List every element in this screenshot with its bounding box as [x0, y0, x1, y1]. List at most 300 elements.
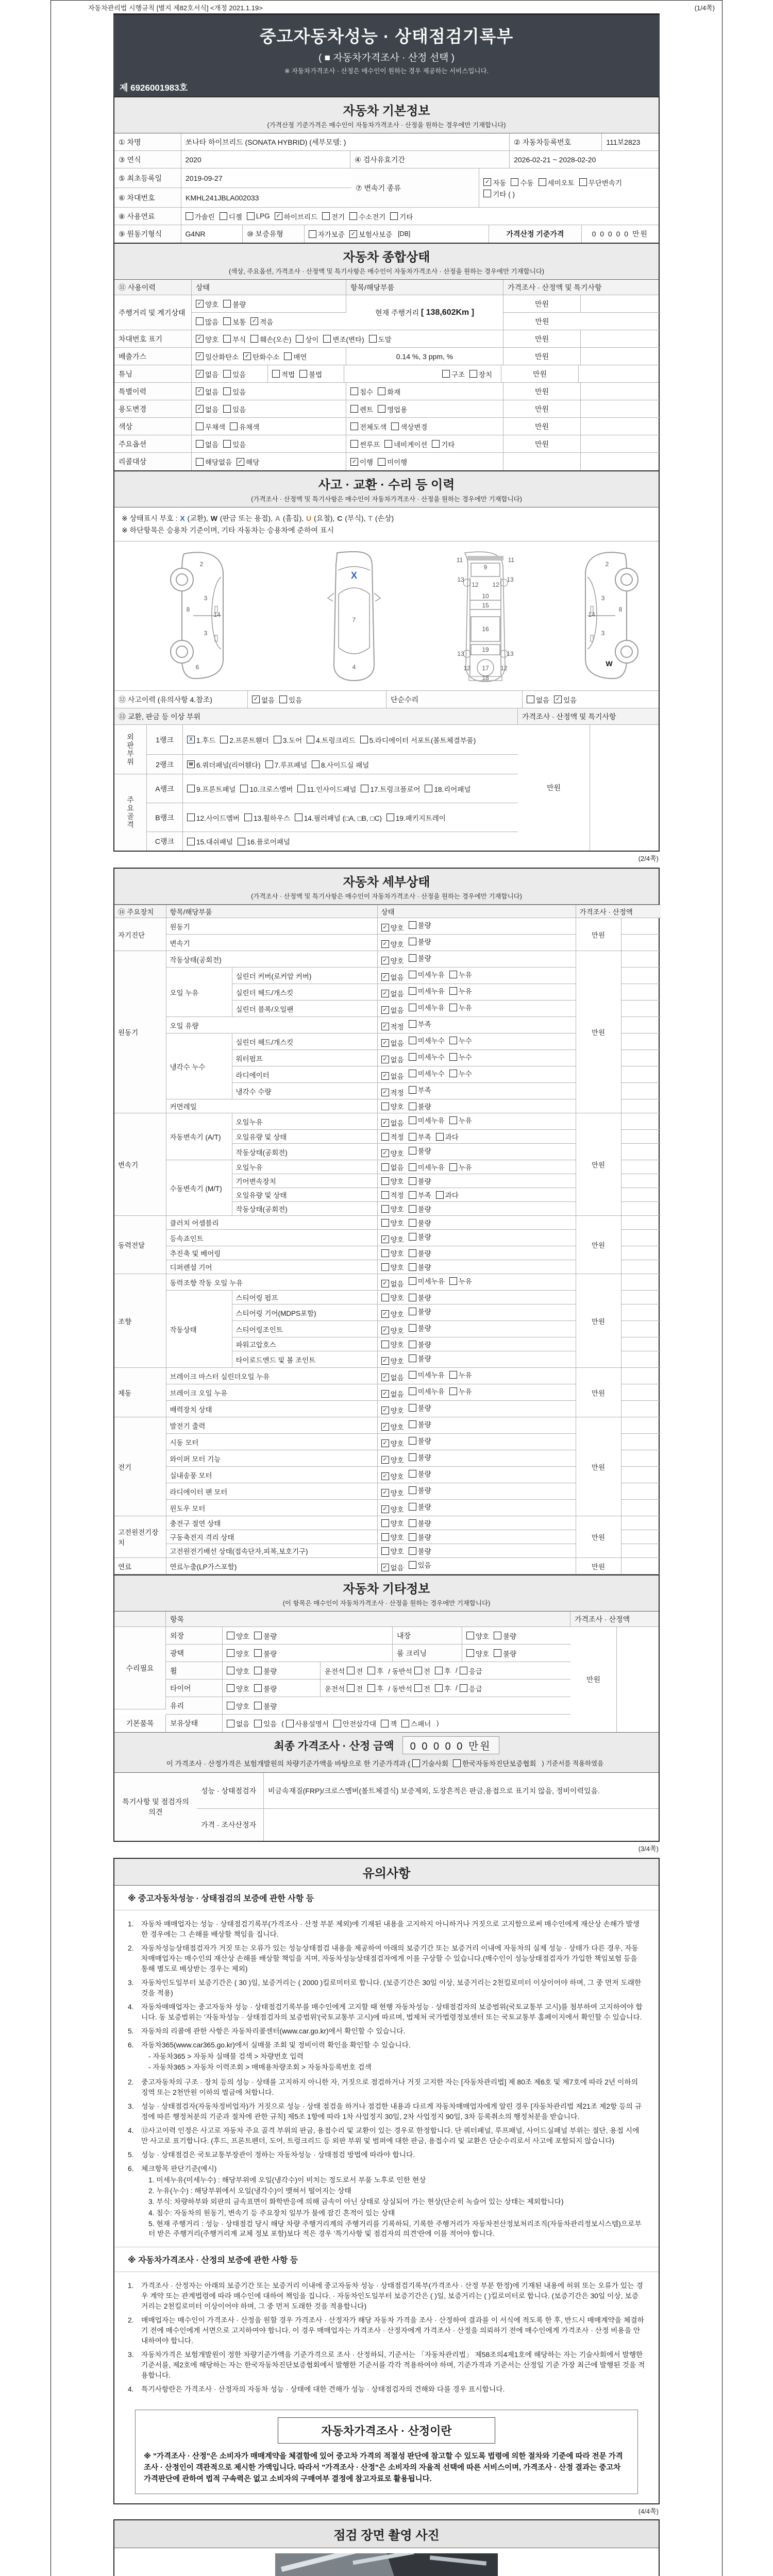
- checkbox-option[interactable]: [436, 1131, 459, 1142]
- checkbox-option[interactable]: [409, 1468, 431, 1479]
- checkbox[interactable]: [579, 178, 587, 186]
- note-cell[interactable]: [621, 935, 661, 951]
- note-cell[interactable]: [621, 1434, 661, 1450]
- checkbox[interactable]: [323, 335, 331, 343]
- checkbox-option[interactable]: [299, 369, 322, 379]
- checkbox[interactable]: [299, 370, 307, 378]
- checkbox-option[interactable]: [381, 1038, 404, 1048]
- checkbox[interactable]: [386, 814, 394, 821]
- checkbox-option[interactable]: [435, 1683, 451, 1693]
- checkbox[interactable]: [378, 405, 385, 413]
- checkbox-option[interactable]: [295, 812, 382, 823]
- checkbox[interactable]: [414, 1667, 422, 1674]
- checkbox[interactable]: [381, 1294, 389, 1301]
- checkbox[interactable]: ✓: [483, 178, 491, 186]
- note-cell[interactable]: [621, 1216, 661, 1230]
- checkbox-option[interactable]: [297, 784, 356, 794]
- checkbox[interactable]: ✓: [381, 1489, 389, 1497]
- checkbox[interactable]: [381, 1547, 389, 1555]
- note-cell[interactable]: [581, 383, 661, 400]
- checkbox[interactable]: [436, 1191, 444, 1199]
- note-cell[interactable]: [581, 330, 661, 348]
- checkbox[interactable]: [390, 212, 398, 220]
- checkbox-option[interactable]: [381, 1562, 404, 1572]
- checkbox[interactable]: ✓: [381, 1374, 389, 1381]
- checkbox[interactable]: [254, 1702, 262, 1709]
- checkbox-option[interactable]: [244, 812, 290, 823]
- checkbox-option[interactable]: [350, 456, 373, 467]
- checkbox[interactable]: ✓: [252, 696, 260, 703]
- checkbox[interactable]: ✓: [237, 458, 244, 466]
- checkbox[interactable]: [409, 954, 416, 962]
- checkbox[interactable]: [230, 422, 238, 430]
- checkbox[interactable]: [409, 1219, 416, 1227]
- checkbox[interactable]: [244, 814, 252, 821]
- checkbox[interactable]: [409, 1147, 416, 1155]
- checkbox-option[interactable]: [409, 1323, 431, 1333]
- checkbox[interactable]: ✓: [381, 1280, 389, 1287]
- checkbox-option[interactable]: [254, 1648, 277, 1658]
- checkbox[interactable]: [381, 1103, 389, 1110]
- checkbox-option[interactable]: [409, 1084, 431, 1095]
- checkbox[interactable]: [449, 971, 457, 978]
- checkbox[interactable]: [409, 1308, 416, 1315]
- checkbox-option[interactable]: [381, 939, 404, 949]
- checkbox-option[interactable]: [449, 1035, 472, 1045]
- note-cell[interactable]: [621, 1530, 661, 1544]
- checkbox[interactable]: [196, 440, 204, 448]
- checkbox[interactable]: [409, 1177, 416, 1185]
- note-cell[interactable]: [621, 1001, 661, 1017]
- checkbox[interactable]: [350, 405, 358, 413]
- checkbox[interactable]: ✓: [381, 1357, 389, 1365]
- checkbox-option[interactable]: [409, 1452, 431, 1462]
- checkbox-option[interactable]: [381, 1176, 404, 1186]
- checkbox-option[interactable]: [409, 1176, 431, 1186]
- note-cell[interactable]: [621, 1516, 661, 1530]
- checkbox[interactable]: [347, 1667, 355, 1674]
- checkbox-option[interactable]: [381, 1131, 404, 1142]
- checkbox-option[interactable]: [414, 1683, 430, 1693]
- checkbox-option[interactable]: [223, 316, 246, 327]
- checkbox[interactable]: [254, 1720, 262, 1727]
- checkbox[interactable]: [460, 1684, 467, 1692]
- checkbox-option[interactable]: [227, 1648, 249, 1658]
- checkbox-option[interactable]: [409, 1035, 445, 1045]
- checkbox[interactable]: [409, 1133, 416, 1141]
- checkbox-option[interactable]: [409, 1518, 431, 1528]
- checkbox[interactable]: [196, 317, 204, 325]
- checkbox[interactable]: [409, 1453, 416, 1461]
- checkbox-option[interactable]: [223, 334, 246, 344]
- checkbox[interactable]: [369, 335, 377, 343]
- checkbox-option[interactable]: [284, 351, 307, 362]
- checkbox-option[interactable]: [432, 439, 455, 449]
- checkbox[interactable]: [460, 1667, 467, 1674]
- checkbox-option[interactable]: [333, 1718, 376, 1728]
- checkbox-option[interactable]: [243, 351, 279, 362]
- checkbox[interactable]: ✓: [381, 1072, 389, 1080]
- checkbox-option[interactable]: [265, 759, 307, 770]
- checkbox-option[interactable]: [381, 955, 404, 965]
- checkbox-option[interactable]: [220, 735, 268, 745]
- checkbox-option[interactable]: [350, 439, 380, 449]
- checkbox[interactable]: [409, 1233, 416, 1241]
- checkbox-option[interactable]: [449, 1068, 472, 1078]
- checkbox-option[interactable]: [386, 812, 446, 823]
- checkbox-option[interactable]: [449, 1386, 472, 1396]
- checkbox[interactable]: [220, 736, 228, 743]
- checkbox[interactable]: ✓: [381, 1390, 389, 1398]
- checkbox[interactable]: [494, 1649, 501, 1657]
- checkbox-option[interactable]: [381, 1532, 404, 1542]
- checkbox[interactable]: [391, 422, 399, 430]
- checkbox[interactable]: [466, 1649, 474, 1657]
- checkbox[interactable]: [409, 938, 416, 945]
- checkbox-option[interactable]: [312, 759, 369, 770]
- note-cell[interactable]: [621, 1467, 661, 1483]
- checkbox[interactable]: [409, 921, 416, 929]
- checkbox-option[interactable]: [409, 1162, 445, 1172]
- note-cell[interactable]: [621, 1099, 661, 1113]
- checkbox-option[interactable]: [381, 1309, 404, 1319]
- checkbox[interactable]: ✓: [196, 300, 204, 308]
- checkbox[interactable]: [469, 370, 477, 378]
- checkbox-option[interactable]: [409, 1204, 431, 1214]
- checkbox-option[interactable]: [252, 694, 275, 705]
- checkbox-option[interactable]: [307, 735, 355, 745]
- appraiser-opinion[interactable]: [264, 1809, 659, 1841]
- note-cell[interactable]: [621, 1337, 661, 1351]
- checkbox-option[interactable]: [286, 1718, 329, 1728]
- note-cell[interactable]: [581, 418, 661, 435]
- checkbox-option[interactable]: [347, 1666, 363, 1676]
- checkbox[interactable]: [409, 1103, 416, 1110]
- checkbox[interactable]: [449, 1387, 457, 1395]
- checkbox[interactable]: ✓: [381, 990, 389, 997]
- checkbox[interactable]: ✓: [196, 387, 204, 395]
- checkbox-option[interactable]: [240, 784, 293, 794]
- checkbox[interactable]: ✓: [381, 1023, 389, 1030]
- note-cell[interactable]: [621, 1260, 661, 1274]
- checkbox[interactable]: [250, 335, 258, 343]
- checkbox[interactable]: [409, 1053, 416, 1061]
- checkbox-option[interactable]: [409, 936, 431, 946]
- checkbox[interactable]: [333, 1720, 341, 1727]
- checkbox[interactable]: [187, 814, 195, 821]
- checkbox-option[interactable]: [381, 1117, 404, 1128]
- checkbox[interactable]: [223, 440, 231, 448]
- checkbox[interactable]: [196, 458, 204, 466]
- checkbox-option[interactable]: [511, 177, 533, 188]
- note-cell[interactable]: [621, 1368, 661, 1384]
- checkbox-option[interactable]: [227, 1718, 249, 1728]
- checkbox[interactable]: [381, 1133, 389, 1141]
- checkbox[interactable]: [449, 1116, 457, 1124]
- checkbox[interactable]: [254, 1684, 262, 1692]
- checkbox[interactable]: [449, 1277, 457, 1285]
- checkbox[interactable]: [254, 1649, 262, 1657]
- checkbox-option[interactable]: [449, 1002, 472, 1012]
- checkbox[interactable]: ✓: [381, 1056, 389, 1063]
- checkbox-option[interactable]: [469, 369, 492, 379]
- checkbox[interactable]: ✓: [381, 1406, 389, 1414]
- checkbox[interactable]: [449, 1371, 457, 1379]
- checkbox[interactable]: ✓: [196, 370, 204, 378]
- checkbox-option[interactable]: [381, 1325, 404, 1335]
- checkbox[interactable]: [409, 1519, 416, 1527]
- checkbox-option[interactable]: [381, 1292, 404, 1302]
- checkbox[interactable]: ✓: [381, 973, 389, 981]
- checkbox[interactable]: [381, 1720, 389, 1727]
- checkbox[interactable]: [254, 1667, 262, 1674]
- checkbox-option[interactable]: [409, 1068, 445, 1078]
- checkbox[interactable]: ✓: [381, 1505, 389, 1513]
- checkbox[interactable]: ✓: [381, 1327, 389, 1334]
- checkbox-option[interactable]: [391, 421, 427, 432]
- checkbox[interactable]: ✓: [381, 1039, 389, 1047]
- checkbox-option[interactable]: [381, 1421, 404, 1432]
- checkbox[interactable]: [432, 440, 440, 448]
- checkbox-option[interactable]: [409, 1002, 445, 1012]
- checkbox-option[interactable]: [409, 1262, 431, 1272]
- checkbox[interactable]: [247, 212, 255, 220]
- checkbox-option[interactable]: [381, 1487, 404, 1498]
- checkbox-option[interactable]: [449, 1369, 472, 1380]
- checkbox[interactable]: ✓: [196, 405, 204, 413]
- checkbox-option[interactable]: [250, 316, 273, 327]
- checkbox[interactable]: [412, 1759, 420, 1767]
- checkbox-option[interactable]: [350, 404, 373, 414]
- checkbox-option[interactable]: [381, 1204, 404, 1214]
- checkbox[interactable]: [227, 1684, 234, 1692]
- checkbox[interactable]: [381, 1177, 389, 1185]
- checkbox-option[interactable]: [237, 456, 259, 467]
- checkbox-option[interactable]: [196, 386, 219, 397]
- checkbox-option[interactable]: [381, 1148, 404, 1158]
- checkbox-option[interactable]: [323, 334, 364, 344]
- note-cell[interactable]: [621, 1351, 661, 1368]
- checkbox[interactable]: [378, 387, 385, 395]
- checkbox-option[interactable]: [381, 1405, 404, 1415]
- checkbox-option[interactable]: [187, 836, 233, 846]
- note-cell[interactable]: [621, 1144, 661, 1160]
- checkbox[interactable]: ✓: [381, 1149, 389, 1157]
- checkbox-option[interactable]: [187, 735, 215, 745]
- checkbox[interactable]: [350, 387, 358, 395]
- checkbox-option[interactable]: [187, 784, 236, 794]
- note-cell[interactable]: [621, 1483, 661, 1500]
- checkbox[interactable]: ✓: [275, 212, 282, 220]
- checkbox-option[interactable]: [449, 1052, 472, 1062]
- checkbox[interactable]: ✓: [381, 1456, 389, 1464]
- checkbox-option[interactable]: [449, 986, 472, 996]
- checkbox[interactable]: [409, 1086, 416, 1094]
- checkbox[interactable]: [409, 1371, 416, 1379]
- checkbox[interactable]: [409, 1263, 416, 1271]
- checkbox[interactable]: [196, 422, 204, 430]
- checkbox-option[interactable]: [409, 986, 445, 996]
- checkbox-option[interactable]: [350, 421, 386, 432]
- checkbox[interactable]: [223, 317, 231, 325]
- checkbox-option[interactable]: [196, 421, 225, 432]
- checkbox[interactable]: [187, 785, 195, 792]
- checkbox-option[interactable]: [494, 1648, 516, 1658]
- note-cell[interactable]: [621, 1130, 661, 1144]
- checkbox[interactable]: ✓: [250, 317, 258, 325]
- checkbox-option[interactable]: [409, 1115, 445, 1125]
- note-cell[interactable]: [621, 1417, 661, 1434]
- note-cell[interactable]: [621, 918, 661, 935]
- note-cell[interactable]: [621, 1500, 661, 1516]
- checkbox-option[interactable]: [196, 439, 219, 449]
- note-cell[interactable]: [621, 1274, 661, 1291]
- checkbox-option[interactable]: [349, 211, 385, 222]
- checkbox-option[interactable]: [409, 1501, 431, 1512]
- checkbox[interactable]: [240, 785, 248, 792]
- checkbox[interactable]: [449, 1004, 457, 1011]
- checkbox[interactable]: [409, 1294, 416, 1301]
- checkbox-option[interactable]: [409, 1019, 431, 1029]
- note-cell[interactable]: [621, 1083, 661, 1099]
- checkbox[interactable]: [381, 1191, 389, 1199]
- checkbox[interactable]: [223, 387, 231, 395]
- checkbox-option[interactable]: [196, 299, 219, 309]
- checkbox-option[interactable]: [254, 1683, 277, 1693]
- note-cell[interactable]: [621, 1246, 661, 1260]
- checkbox[interactable]: [284, 352, 292, 360]
- checkbox[interactable]: [186, 212, 193, 220]
- checkbox-option[interactable]: [409, 920, 431, 930]
- checkbox[interactable]: [409, 1547, 416, 1555]
- note-cell[interactable]: [621, 1230, 661, 1246]
- note-cell[interactable]: [621, 1304, 661, 1321]
- note-cell[interactable]: [621, 984, 661, 1001]
- checkbox[interactable]: [296, 335, 304, 343]
- checkbox[interactable]: [436, 1133, 444, 1141]
- checkbox[interactable]: [223, 370, 231, 378]
- checkbox[interactable]: [409, 1404, 416, 1412]
- checkbox[interactable]: ✓: [349, 230, 357, 238]
- checkbox[interactable]: X: [187, 736, 195, 743]
- checkbox-option[interactable]: [412, 1758, 448, 1768]
- note-cell[interactable]: [581, 435, 661, 453]
- checkbox[interactable]: [254, 1632, 262, 1639]
- checkbox[interactable]: [381, 1205, 389, 1213]
- note-cell[interactable]: [621, 1544, 661, 1558]
- checkbox-option[interactable]: [381, 1054, 404, 1064]
- note-cell[interactable]: [581, 313, 661, 330]
- checkbox[interactable]: [409, 971, 416, 978]
- checkbox[interactable]: [265, 760, 273, 768]
- checkbox-option[interactable]: [381, 1454, 404, 1465]
- checkbox[interactable]: [220, 212, 227, 220]
- checkbox[interactable]: [409, 1387, 416, 1395]
- panel-note-cell[interactable]: [590, 725, 661, 851]
- checkbox-option[interactable]: [381, 1005, 404, 1015]
- checkbox-option[interactable]: [442, 369, 465, 379]
- checkbox-option[interactable]: [453, 1758, 536, 1768]
- checkbox-option[interactable]: [409, 1435, 431, 1446]
- checkbox-option[interactable]: [494, 1631, 516, 1641]
- checkbox-option[interactable]: [381, 972, 404, 982]
- checkbox[interactable]: [360, 736, 368, 743]
- checkbox-option[interactable]: [409, 1419, 431, 1429]
- note-cell[interactable]: [621, 951, 661, 968]
- checkbox-option[interactable]: [390, 211, 413, 222]
- checkbox-option[interactable]: [381, 1217, 404, 1228]
- checkbox[interactable]: [409, 1354, 416, 1362]
- checkbox-option[interactable]: [296, 334, 318, 344]
- note-cell[interactable]: [621, 1384, 661, 1401]
- note-cell[interactable]: [621, 1160, 661, 1174]
- checkbox-option[interactable]: [254, 1701, 277, 1711]
- checkbox-option[interactable]: [186, 211, 215, 222]
- checkbox[interactable]: [187, 838, 195, 845]
- checkbox[interactable]: [409, 1561, 416, 1569]
- checkbox[interactable]: [279, 696, 287, 703]
- checkbox[interactable]: [381, 1341, 389, 1348]
- checkbox-option[interactable]: [449, 969, 472, 979]
- checkbox[interactable]: [409, 1163, 416, 1171]
- checkbox-option[interactable]: [401, 1718, 431, 1728]
- checkbox-option[interactable]: [409, 1369, 445, 1380]
- note-cell[interactable]: [621, 1401, 661, 1417]
- checkbox[interactable]: [381, 1263, 389, 1271]
- checkbox[interactable]: ✓: [381, 940, 389, 948]
- checkbox-option[interactable]: [279, 694, 302, 705]
- checkbox-option[interactable]: [187, 812, 240, 823]
- note-cell[interactable]: [621, 968, 661, 984]
- checkbox[interactable]: [409, 1116, 416, 1124]
- checkbox[interactable]: [511, 178, 518, 186]
- checkbox-option[interactable]: [381, 1262, 404, 1272]
- checkbox-option[interactable]: [435, 1666, 451, 1676]
- checkbox-option[interactable]: [227, 1701, 249, 1711]
- checkbox[interactable]: [449, 1037, 457, 1044]
- checkbox-option[interactable]: [247, 212, 270, 220]
- checkbox[interactable]: [381, 1519, 389, 1527]
- checkbox[interactable]: [361, 785, 368, 792]
- checkbox[interactable]: [349, 212, 357, 220]
- checkbox[interactable]: [425, 785, 432, 792]
- note-cell[interactable]: [621, 1066, 661, 1083]
- checkbox[interactable]: W: [187, 760, 195, 768]
- checkbox-option[interactable]: [466, 1631, 489, 1641]
- checkbox[interactable]: [227, 1649, 234, 1657]
- checkbox-option[interactable]: [381, 1248, 404, 1258]
- note-cell[interactable]: [621, 1450, 661, 1467]
- checkbox[interactable]: [527, 696, 534, 703]
- checkbox-option[interactable]: [409, 1560, 431, 1570]
- checkbox-option[interactable]: [220, 211, 242, 222]
- checkbox[interactable]: [409, 1070, 416, 1077]
- checkbox-option[interactable]: [378, 456, 407, 467]
- checkbox[interactable]: [449, 1053, 457, 1061]
- checkbox[interactable]: [350, 422, 358, 430]
- note-cell[interactable]: [621, 1050, 661, 1066]
- checkbox[interactable]: [409, 1004, 416, 1011]
- checkbox-option[interactable]: [367, 1683, 383, 1693]
- checkbox-option[interactable]: [227, 1666, 249, 1676]
- note-cell[interactable]: [621, 1202, 661, 1216]
- checkbox[interactable]: [435, 1667, 443, 1674]
- checkbox[interactable]: [378, 458, 385, 466]
- checkbox[interactable]: [223, 300, 231, 308]
- note-cell[interactable]: [581, 400, 661, 418]
- checkbox[interactable]: [367, 1667, 375, 1674]
- checkbox[interactable]: [409, 1249, 416, 1257]
